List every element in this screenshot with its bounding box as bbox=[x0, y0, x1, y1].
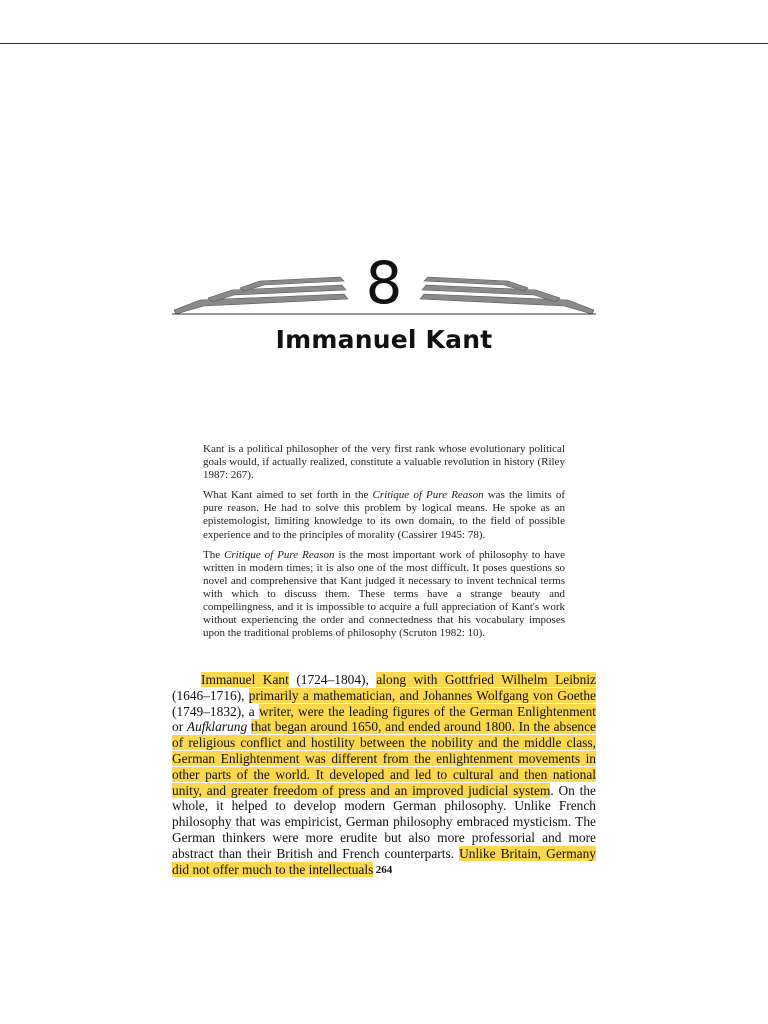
body-paragraph bbox=[172, 672, 596, 877]
epigraph-riley bbox=[203, 443, 565, 482]
epigraph-cassirer bbox=[203, 489, 565, 541]
foreign-term: Aufklarung bbox=[186, 719, 248, 735]
page-number: 264 bbox=[375, 864, 393, 876]
text-run: or bbox=[172, 719, 187, 735]
open-book-right-wing bbox=[420, 277, 594, 314]
epigraph-scruton bbox=[203, 549, 565, 641]
highlighted-text: primarily a mathematician, and Johannes Wolfgang von Goethe bbox=[248, 687, 597, 703]
text-run: (1749–1832), a bbox=[172, 703, 259, 719]
chapter-number: 8 bbox=[365, 249, 403, 317]
highlighted-text: Unlike Britain, Germany did not offer much to the intellectuals bbox=[172, 845, 596, 877]
epigraph-text: What Kant aimed to set forth in the bbox=[203, 489, 373, 502]
open-book-left-wing bbox=[174, 277, 348, 314]
highlighted-text: writer, were the leading figures of the German Enlightenment bbox=[258, 703, 596, 719]
epigraph-text: was the limits of pure reason. He had to solve this problem by logical means. He spoke as an epistemologist, limiting knowledge to its own domain, to the field of possible experience and to the principles of morality (Cassirer 1945: 78). bbox=[203, 489, 565, 541]
highlighted-text: Immanuel Kant bbox=[201, 672, 289, 687]
epigraph-text: is the most important work of philosophy to have written in modern times; it is also one of the most difficult. It poses questions so novel and comprehensive that Kant judged it necessary to invent technical terms with which to discuss them. These terms have a strange beauty and compellingness, and it is impossible to acquire a full appreciation of Kant's work without experiencing the order and connectedness that his vocabulary imposes upon the traditional problems of philosophy (Scruton 1982: 10). bbox=[203, 548, 565, 640]
text-run: . On the whole, it helped to develop modern German philosophy. Unlike French philosophy that was empiricist, German philosophy embraced mysticism. The German thinkers were more erudite but also more professorial and more abstract than their British and French counterparts. bbox=[172, 782, 596, 861]
epigraph-block bbox=[203, 443, 565, 647]
epigraph-text: Kant is a political philosopher of the very first rank whose evolutionary political goals would, if actually realized, constitute a valuable revolution in history (Riley 1987: 267). bbox=[203, 443, 565, 482]
book-title: Critique of Pure Reason bbox=[372, 489, 484, 502]
top-border-line bbox=[0, 43, 768, 44]
chapter-ornament bbox=[172, 248, 596, 320]
text-run: (1724–1804), bbox=[288, 672, 377, 687]
text-run: (1646–1716), bbox=[172, 687, 249, 703]
chapter-title: Immanuel Kant bbox=[275, 325, 493, 354]
epigraph-text: The bbox=[203, 548, 225, 561]
paragraph bbox=[172, 672, 596, 877]
highlighted-text: along with Gottfried Wilhelm Leibniz bbox=[376, 672, 596, 687]
book-title: Critique of Pure Reason bbox=[224, 548, 335, 561]
highlighted-text: that began around 1650, and ended around 1800. In the absence of religious conflict and hostility between the nobility and the middle class, German Enlightenment was different from the enlightenment movements in other parts of the world. It developed and led to cultural and then national unity, and greater freedom of press and an improved judicial system bbox=[172, 719, 596, 798]
